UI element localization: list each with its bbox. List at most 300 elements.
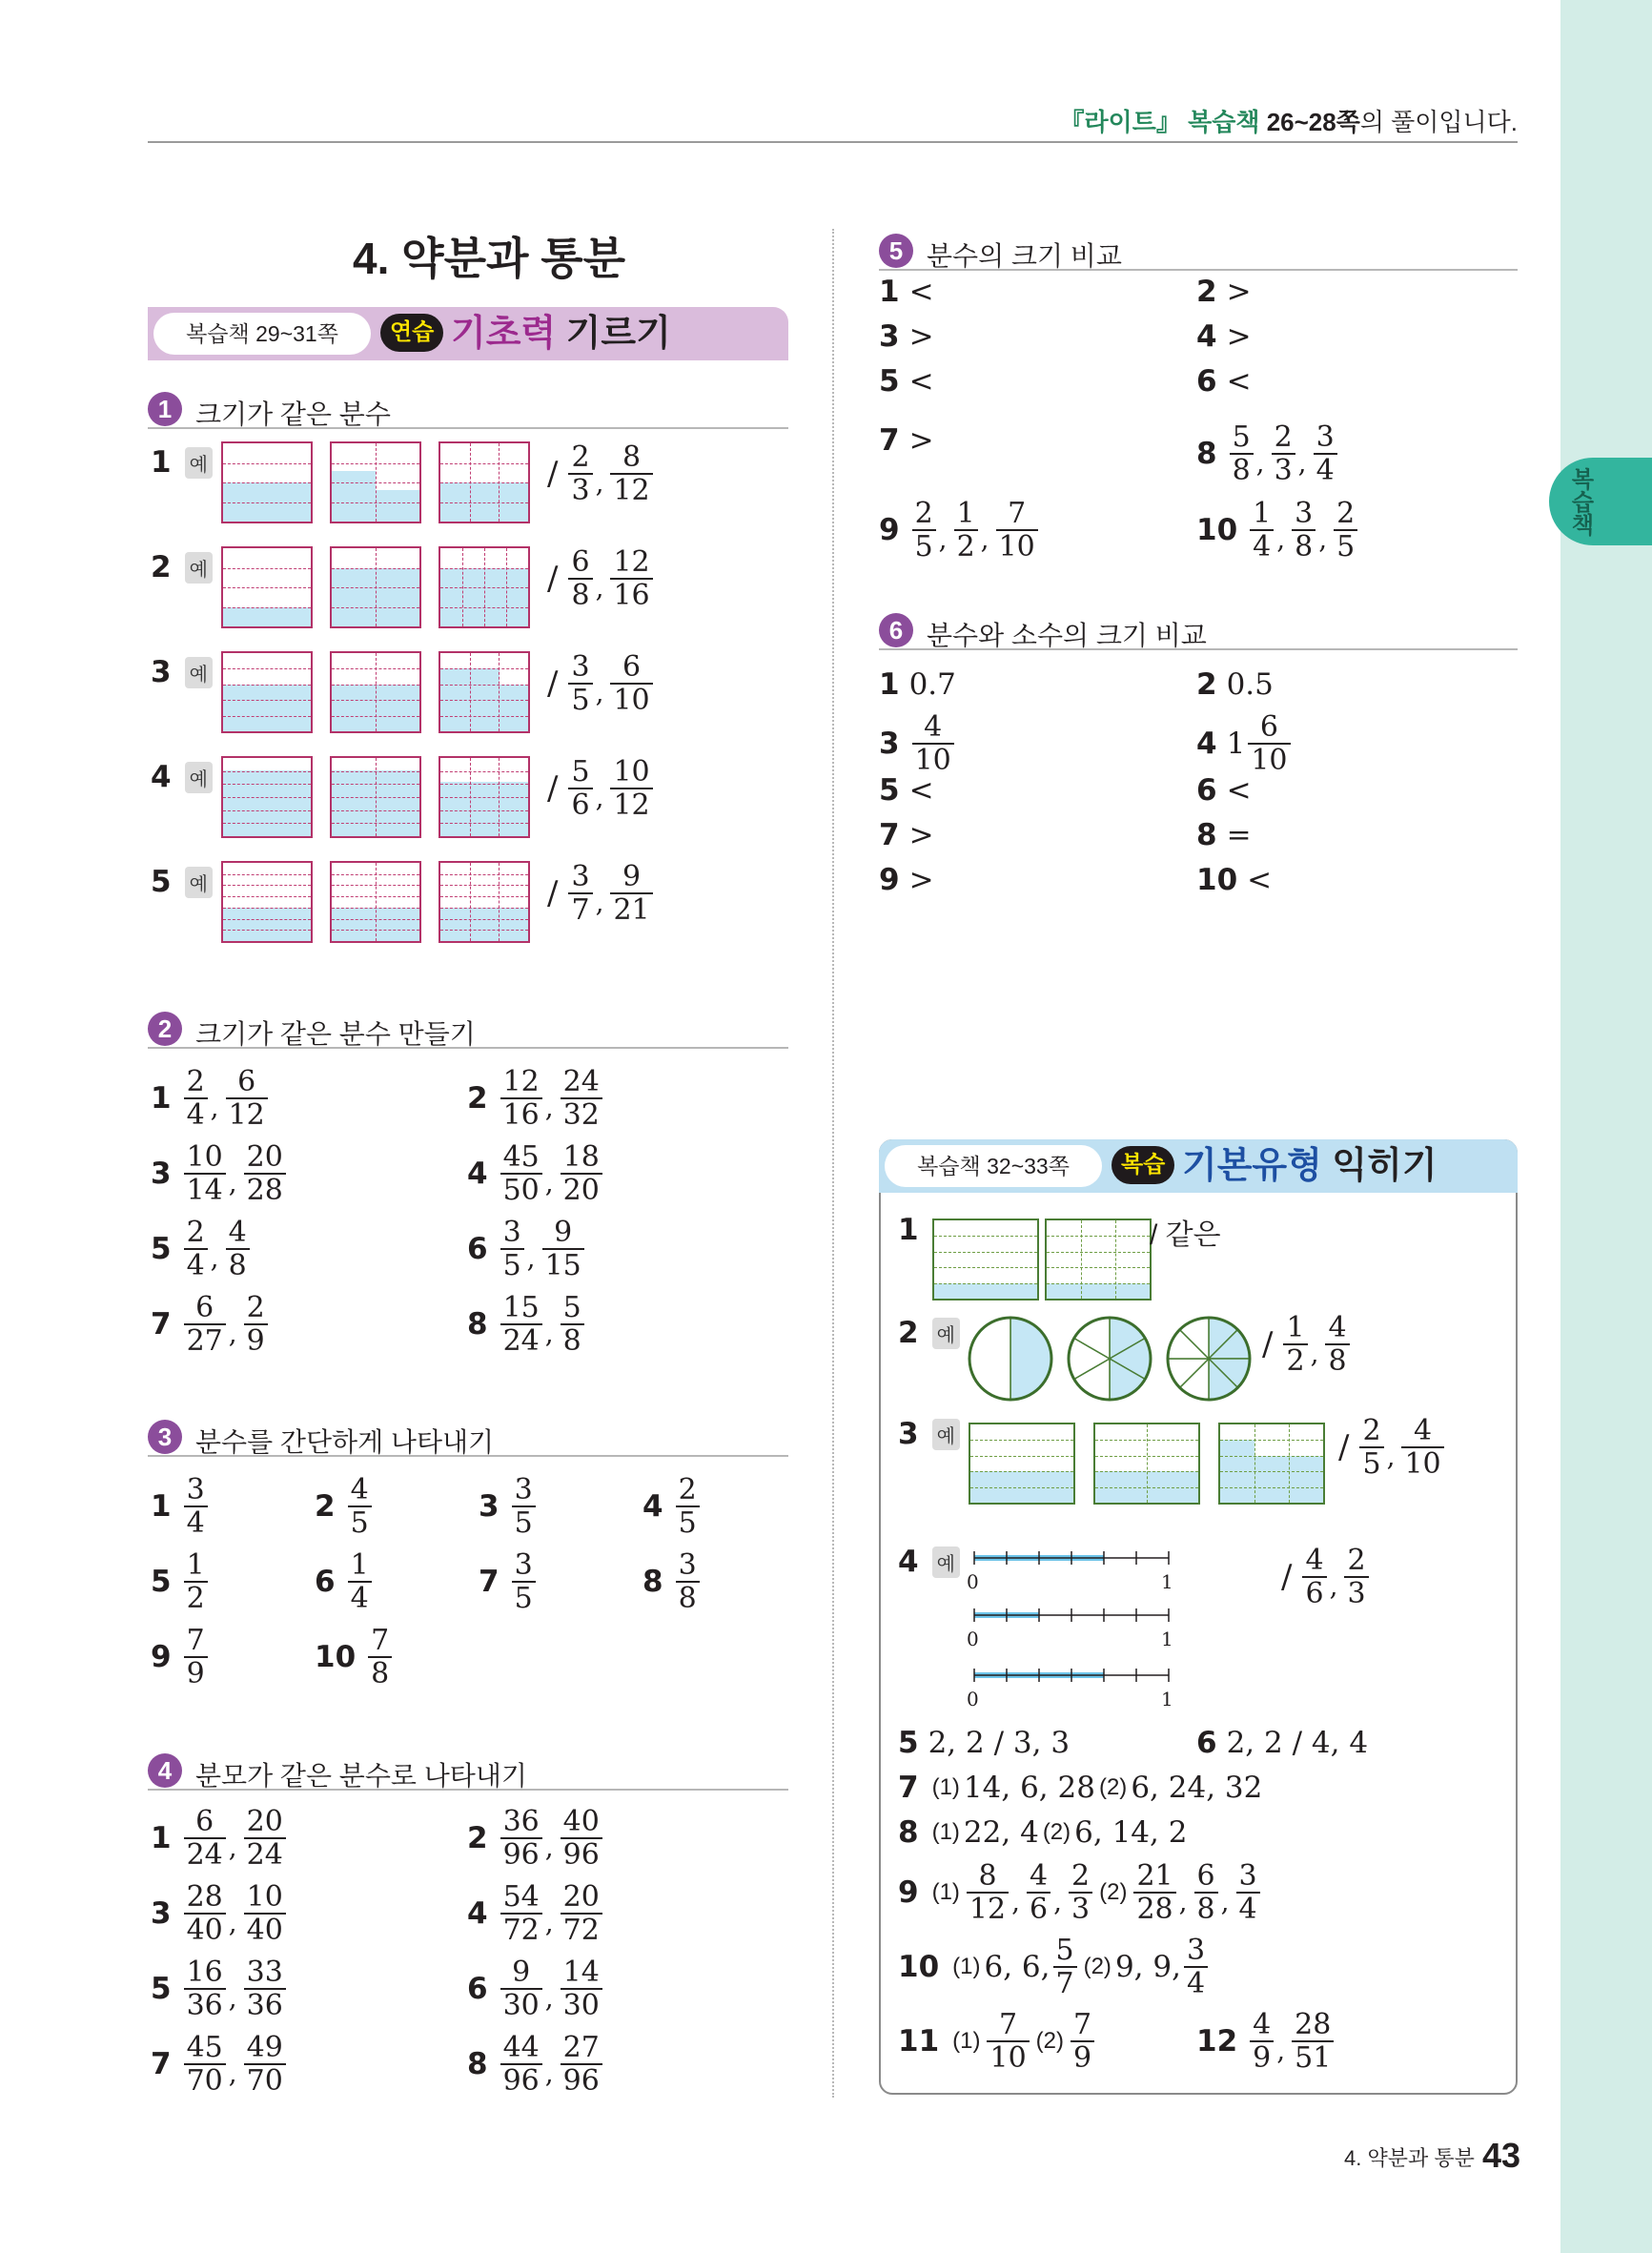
circle-models (965, 1314, 1270, 1405)
fill-area (1220, 1456, 1323, 1503)
side-tab-label: 복습책 (1567, 467, 1593, 536)
comma: , (228, 1832, 237, 1863)
numerator: 54 (502, 1880, 540, 1914)
fraction-grid (438, 546, 530, 628)
comma: , (544, 1167, 554, 1198)
part-label: (2) (1042, 1819, 1071, 1845)
grid-line (223, 607, 311, 608)
part-label: (2) (1098, 1774, 1128, 1800)
denominator: 5 (500, 1248, 524, 1281)
item-number: 5 (151, 1565, 172, 1599)
fraction (500, 1881, 542, 1946)
header-pages: 26~28쪽 (1266, 108, 1360, 136)
fraction-grid (1093, 1423, 1200, 1505)
denominator: 5 (912, 529, 936, 563)
denominator: 15 (542, 1248, 584, 1281)
item-number: 6 (1196, 364, 1217, 399)
item-number: 5 (879, 773, 900, 808)
example-tag: 예 (185, 447, 213, 479)
grid-line (223, 885, 311, 886)
grid-line (1047, 1236, 1150, 1237)
circle-model (1168, 1318, 1250, 1400)
fraction (500, 1217, 524, 1281)
grid-line (934, 1236, 1037, 1237)
fraction (244, 1956, 286, 2021)
numerator: 2 (186, 1065, 205, 1098)
numerator: 3 (186, 1473, 205, 1506)
answer-item (151, 748, 213, 806)
comma: , (1220, 1886, 1230, 1917)
fraction (610, 861, 652, 926)
grid-line (223, 568, 311, 569)
fraction (226, 1066, 268, 1131)
numerator: 4 (1253, 2008, 1272, 2041)
fraction-grid (438, 861, 530, 943)
numerator: 7 (999, 2008, 1018, 2041)
item-number: 6 (467, 1972, 488, 2006)
answer-item (315, 1473, 375, 1540)
grid-line (223, 784, 311, 785)
denominator: 40 (244, 1913, 286, 1946)
fill-area (223, 685, 311, 731)
footer-label: 4. 약분과 통분 (1344, 2146, 1475, 2170)
grid-line (1115, 1220, 1116, 1299)
answer-item (151, 1956, 289, 2022)
slash: / (547, 874, 559, 912)
page-header (148, 103, 1518, 138)
banner-title: 기초력 기르기 (451, 314, 671, 354)
numerator: 8 (978, 1859, 997, 1893)
fill-area (332, 471, 376, 491)
answer-item (479, 1548, 539, 1615)
circle-model (969, 1318, 1051, 1400)
answer-fractions (1331, 1414, 1447, 1481)
fraction (184, 1292, 226, 1357)
numerator: 9 (622, 860, 642, 893)
denominator: 3 (1344, 1576, 1368, 1609)
side-tab-bar (1560, 0, 1652, 2253)
grid-line (1220, 1471, 1323, 1472)
denominator: 3 (1069, 1892, 1092, 1925)
part-label: (2) (1083, 1954, 1112, 1979)
fill-area (223, 908, 311, 941)
item-number: 1 (151, 445, 172, 480)
denominator: 4 (1314, 453, 1337, 486)
fraction (512, 1474, 536, 1539)
denominator: 7 (1053, 1966, 1077, 1999)
item-number: 6 (467, 1232, 488, 1266)
item-number: 1 (898, 1213, 919, 1247)
item-number: 8 (898, 1815, 919, 1850)
fraction-grid (221, 441, 313, 523)
denominator: 21 (610, 892, 652, 926)
example-tag: 예 (932, 1318, 960, 1349)
denominator: 2 (1283, 1343, 1307, 1377)
numerator: 10 (246, 1880, 283, 1914)
circle-sector (969, 1318, 1010, 1400)
grid-line (223, 896, 311, 897)
denominator: 96 (561, 2063, 602, 2097)
part-label: (1) (931, 1819, 960, 1845)
item-number: 3 (479, 1489, 500, 1524)
denominator: 10 (1401, 1446, 1443, 1480)
numerator: 27 (562, 2031, 600, 2064)
fraction (568, 546, 592, 611)
denominator: 6 (1027, 1892, 1050, 1925)
numerator: 24 (562, 1065, 600, 1098)
denominator: 12 (967, 1892, 1009, 1925)
denominator: 12 (226, 1097, 268, 1131)
section-header-2: 2 크기가 같은 분수 만들기 (148, 1009, 788, 1049)
denominator: 5 (348, 1505, 372, 1539)
grid-line (223, 502, 311, 503)
denominator: 10 (996, 529, 1038, 563)
answer-value: < (1226, 364, 1252, 399)
grid-line (223, 771, 311, 772)
answer-item (879, 851, 934, 909)
answer-fractions (1254, 1311, 1353, 1378)
fraction (1027, 1860, 1050, 1925)
grid-line (970, 1471, 1073, 1472)
denominator: 5 (1334, 529, 1357, 563)
numerator: 1 (1286, 1311, 1305, 1344)
denominator: 5 (676, 1505, 700, 1539)
numerator: 6 (195, 1291, 214, 1324)
numerator: 1 (350, 1548, 369, 1582)
denominator: 50 (500, 1173, 542, 1206)
circle-sector (1010, 1318, 1051, 1400)
grid-line (934, 1267, 1037, 1268)
fraction (1325, 1312, 1349, 1377)
number-line-zero: 0 (967, 1628, 979, 1650)
number-line-one: 1 (1161, 1688, 1173, 1710)
grid-line (440, 823, 528, 824)
numerator: 7 (1073, 2008, 1092, 2041)
fraction (512, 1549, 536, 1614)
grid-line (462, 548, 463, 626)
fraction (1314, 421, 1337, 486)
comma: , (228, 1167, 237, 1198)
answer-item (879, 656, 956, 713)
item-number: 2 (898, 1316, 919, 1350)
fraction (500, 1141, 542, 1206)
denominator: 4 (1250, 529, 1274, 563)
header-rule (148, 141, 1518, 143)
numerator: 2 (246, 1291, 265, 1324)
grid-line (440, 771, 528, 772)
answer-item (151, 1065, 271, 1132)
fraction (244, 1881, 286, 1946)
answer-item (642, 1548, 703, 1615)
fraction-grid (438, 756, 530, 838)
grid-line (223, 908, 311, 909)
comma: , (1297, 447, 1307, 479)
denominator: 4 (1184, 1966, 1208, 1999)
denominator: 7 (568, 892, 592, 926)
fraction (610, 441, 652, 506)
numerator: 3 (502, 1216, 521, 1249)
item-number: 5 (151, 865, 172, 899)
comma: , (228, 1318, 237, 1349)
answer-value: 0.7 (908, 667, 956, 702)
fraction-grid (932, 1219, 1039, 1301)
answer-item (467, 1216, 587, 1282)
fraction (561, 1806, 602, 1871)
denominator: 40 (184, 1913, 226, 1946)
fraction (954, 498, 978, 563)
denominator: 2 (184, 1581, 208, 1614)
answer-item (467, 1065, 605, 1132)
denominator: 6 (568, 788, 592, 821)
item-number: 2 (1196, 667, 1217, 702)
numerator: 49 (246, 2031, 283, 2064)
grid-line (440, 885, 528, 886)
fill-area (223, 770, 311, 836)
comma: , (595, 782, 604, 813)
denominator: 30 (500, 1988, 542, 2021)
answer-value: 6, 6, (984, 1950, 1050, 1984)
grid-line (970, 1487, 1073, 1488)
answer-value: 14, 6, 28 (963, 1771, 1095, 1805)
numerator: 45 (502, 1140, 540, 1174)
answer-item (467, 2031, 605, 2098)
answer-item (151, 2031, 289, 2098)
fraction (500, 1292, 542, 1357)
item-number: 2 (315, 1489, 336, 1524)
answer-item (151, 1291, 271, 1358)
fraction (987, 2009, 1029, 2074)
answer-value: < (1247, 863, 1273, 897)
answer-fractions (540, 755, 656, 822)
numerator: 45 (186, 2031, 223, 2064)
item-number: 2 (467, 1081, 488, 1116)
fraction (184, 1625, 208, 1690)
comma: , (544, 1318, 554, 1349)
item-number: 12 (1196, 2024, 1238, 2058)
number-line-one: 1 (1161, 1628, 1173, 1650)
item-number: 4 (1196, 319, 1217, 354)
item-number: 9 (151, 1640, 172, 1674)
numerator: 1 (956, 497, 975, 530)
fraction (1071, 2009, 1094, 2074)
numerator: 7 (186, 1624, 205, 1657)
item-number: 1 (879, 275, 900, 309)
fraction (1359, 1415, 1383, 1480)
numerator: 12 (613, 545, 650, 579)
denominator: 8 (561, 1323, 584, 1357)
denominator: 12 (610, 788, 652, 821)
answer-value: 6, 14, 2 (1074, 1815, 1188, 1850)
comma: , (228, 2058, 237, 2089)
grid-line (223, 668, 311, 669)
denominator: 72 (500, 1913, 542, 1946)
section-header-1: 1 크기가 같은 분수 (148, 389, 788, 429)
header-suffix: 의 풀이입니다. (1359, 108, 1518, 136)
number-line-zero: 0 (967, 1570, 979, 1593)
grid-line (470, 653, 471, 731)
comma: , (210, 1092, 219, 1123)
fraction (500, 1956, 542, 2021)
fraction (1283, 1312, 1307, 1377)
item-number: 3 (151, 1157, 172, 1191)
denominator: 32 (561, 1097, 602, 1131)
denominator: 27 (184, 1323, 226, 1357)
grid-line (376, 758, 377, 836)
item-number: 8 (1196, 437, 1217, 471)
fraction (1184, 1935, 1208, 1999)
numerator: 2 (1362, 1414, 1381, 1447)
grid-line (440, 700, 528, 701)
denominator: 10 (1248, 743, 1290, 776)
answer-value: 0.5 (1226, 667, 1274, 702)
answer-fractions (540, 440, 656, 507)
numerator: 10 (186, 1140, 223, 1174)
item-number: 3 (151, 1896, 172, 1931)
denominator: 5 (512, 1505, 536, 1539)
numerator: 20 (246, 1805, 283, 1838)
comma: , (544, 2058, 554, 2089)
denominator: 10 (912, 743, 954, 776)
answer-item (898, 1533, 960, 1590)
fraction-grid (330, 651, 421, 733)
numerator: 5 (1055, 1934, 1074, 1967)
grid-line (470, 863, 471, 941)
grid-line (470, 758, 471, 836)
answer-value: > (908, 319, 934, 354)
grid-line (499, 758, 500, 836)
grid-line (223, 700, 311, 701)
numerator: 28 (1295, 2008, 1332, 2041)
numerator: 5 (1232, 420, 1251, 454)
item-number: 4 (898, 1545, 919, 1579)
fill-area (1220, 1440, 1254, 1455)
answer-item (1196, 656, 1274, 713)
fraction (1248, 711, 1290, 776)
answer-value: > (1226, 319, 1252, 354)
slash: / (547, 769, 559, 808)
fraction (568, 756, 592, 821)
fill-area (440, 782, 528, 836)
numerator: 3 (1295, 497, 1314, 530)
numerator: 6 (237, 1065, 256, 1098)
item-number: 9 (879, 863, 900, 897)
comma: , (210, 1242, 219, 1274)
banner-badge: 연습 (380, 314, 443, 352)
fraction-grid (330, 546, 421, 628)
numerator: 14 (562, 1956, 600, 1989)
fraction (1194, 1860, 1218, 1925)
numerator: 2 (1336, 497, 1356, 530)
slash: / (547, 665, 559, 703)
review-banner (879, 1139, 1518, 1193)
fraction (368, 1625, 392, 1690)
answer-value: = (1226, 818, 1252, 852)
grid-line (440, 784, 528, 785)
numerator: 3 (514, 1548, 533, 1582)
fraction-grid (330, 441, 421, 523)
numerator: 2 (186, 1216, 205, 1249)
fraction (1292, 2009, 1334, 2074)
fraction (184, 1549, 208, 1614)
answer-item (151, 1805, 289, 1872)
numerator: 36 (502, 1805, 540, 1838)
denominator: 28 (244, 1173, 286, 1206)
fraction (244, 2032, 286, 2097)
fill-area (440, 685, 528, 731)
comma: , (1310, 1338, 1319, 1369)
fraction-grid (221, 861, 313, 943)
grid-line (1220, 1456, 1323, 1457)
comma: , (595, 677, 604, 708)
grid-line (376, 443, 377, 522)
denominator: 36 (184, 1988, 226, 2021)
answer-item (467, 1140, 605, 1207)
item-number: 3 (879, 727, 900, 761)
answer-item (1196, 353, 1252, 410)
comma: , (1255, 447, 1265, 479)
numerator: 2 (571, 440, 590, 474)
fraction-grid (221, 756, 313, 838)
item-number: 6 (1196, 773, 1217, 808)
grid-line (484, 548, 485, 626)
grid-line (506, 548, 507, 626)
numerator: 4 (924, 710, 943, 744)
answer-value: 2, 2 / 4, 4 (1226, 1726, 1369, 1760)
comma: , (228, 1982, 237, 2014)
example-tag: 예 (185, 657, 213, 688)
number-line-one: 1 (1161, 1570, 1173, 1593)
numerator: 4 (1414, 1414, 1433, 1447)
grid-line (499, 653, 500, 731)
answer-fractions (1274, 1544, 1372, 1610)
part-label: (1) (931, 1774, 960, 1800)
answer-value: < (908, 275, 934, 309)
fraction (500, 2032, 542, 2097)
answer-value: / 같은 (1150, 1219, 1221, 1251)
example-tag: 예 (185, 867, 213, 898)
item-number: 1 (879, 667, 900, 702)
numerator: 3 (1315, 420, 1335, 454)
answer-item (898, 1304, 960, 1362)
answer-value: < (908, 773, 934, 808)
item-number: 10 (898, 1950, 940, 1984)
fraction-grid (1045, 1219, 1152, 1301)
answer-fractions (540, 860, 656, 927)
denominator: 8 (368, 1656, 392, 1690)
denominator: 8 (1230, 453, 1254, 486)
fill-area (934, 1283, 1037, 1299)
part-label: (1) (952, 2028, 981, 2054)
fraction-grid (969, 1423, 1075, 1505)
fraction-grid (221, 651, 313, 733)
fraction (676, 1549, 700, 1614)
numerator: 3 (571, 860, 590, 893)
denominator: 4 (184, 1248, 208, 1281)
denominator: 14 (184, 1173, 226, 1206)
item-number: 2 (1196, 275, 1217, 309)
item-number: 8 (467, 1307, 488, 1342)
item-number: 7 (479, 1565, 500, 1599)
numerator: 6 (1196, 1859, 1215, 1893)
fraction (561, 2032, 602, 2097)
numerator: 2 (1347, 1544, 1366, 1577)
answer-item (642, 1473, 703, 1540)
answer-item (151, 1216, 253, 1282)
item-number: 5 (151, 1972, 172, 2006)
grid-line (440, 930, 528, 931)
section-header-3: 3 분수를 간단하게 나타내기 (148, 1417, 788, 1457)
item-number: 8 (1196, 818, 1217, 852)
